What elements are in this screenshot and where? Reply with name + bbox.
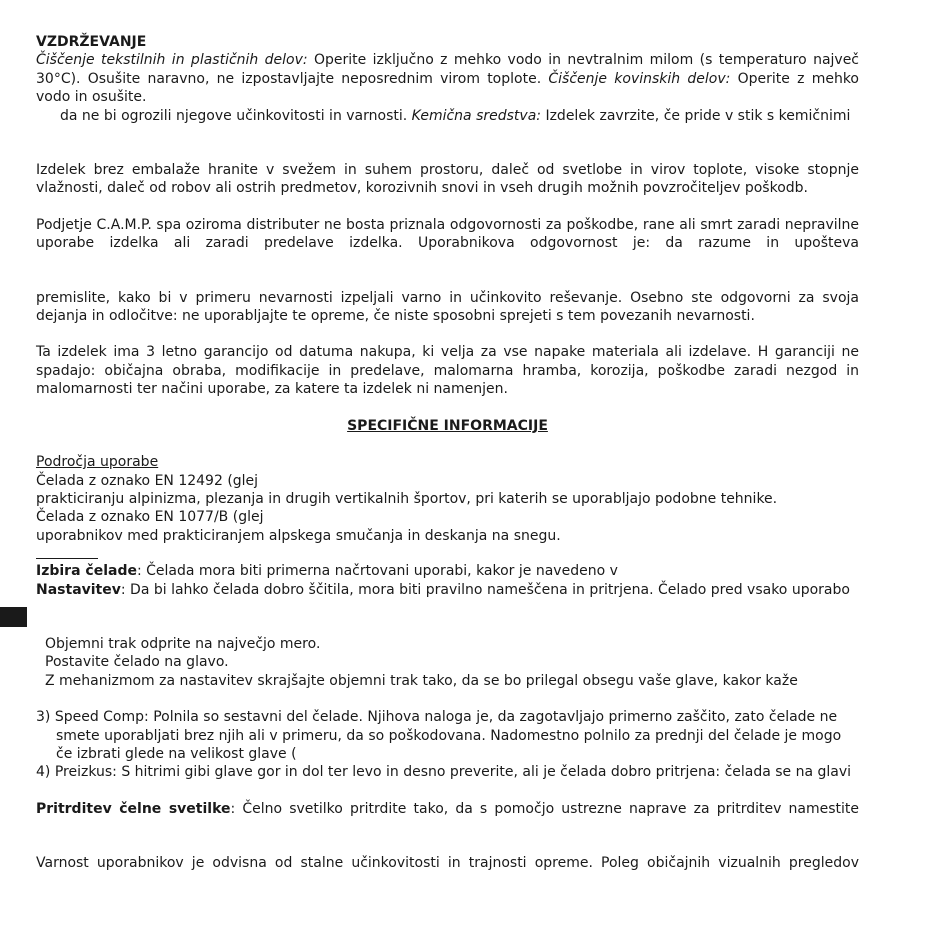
footnote-rule (36, 558, 98, 559)
safety-paragraph: Varnost uporabnikov je odvisna od stalne učinkovitosti in trajnosti opreme. Poleg običajnih vizualnih pregledov (36, 855, 859, 872)
storage-paragraph: Izdelek brez embalaže hranite v svežem in suhem prostoru, daleč od svetlobe in virov toplote, visoke stopnje vlažnosti, daleč od robov ali ostrih predmetov, korozivnih snovi in vseh drugih možnih povzročiteljev poškodb. (36, 162, 859, 197)
maintenance-paragraph: Čiščenje tekstilnih in plastičnih delov: Operite izključno z mehko vodo in nevtralnim milom (s temperaturo največ 30°C). Osušite naravno, ne izpostavljajte neposrednim virom toplote. Čiščenje kovinskih delov: Operite z mehko vodo in osušite. (36, 52, 860, 106)
adjustment-steps (36, 635, 859, 690)
metal-cleaning-label: Čiščenje kovinskih delov: (548, 70, 731, 87)
lamp-label: Pritrditev čelne svetilke (36, 800, 231, 817)
usage-heading: Področja uporabe (36, 454, 159, 471)
speed-comp-line-1: 3) Speed Comp: Polnila so sestavni del čelade. Njihova naloga je, da zagotavljajo primerno zaščito, zato čelade ne (36, 709, 838, 726)
textile-cleaning-label: Čiščenje tekstilnih in plastičnih delov: (36, 52, 308, 69)
chemicals-paragraph: da ne bi ogrozili njegove učinkovitosti in varnosti. Kemična sredstva: Izdelek zavrzite, če pride v stik s kemičnimi (60, 107, 851, 124)
liability-paragraph: Podjetje C.A.M.P. spa oziroma distributer ne bosta priznala odgovornosti za poškodbe, rane ali smrt zaradi nepravilne uporabe izdelka ali zaradi predelave izdelka. Uporabnikova odgovornost je: da razume in upošteva (36, 216, 859, 252)
warranty-paragraph: Ta izdelek ima 3 letno garancijo od datuma nakupa, ki velja za vse napake materiala ali izdelave. H garanciji ne spadajo: običajna obraba, modifikacije in predelave, malomarna hramba, korozija, poškodbe zaradi nezgod in malomarnosti ter načini uporabe, za katere ta izdelek ni namenjen. (36, 344, 859, 398)
step-item: Postavite čelado na glavo. (45, 654, 229, 671)
check-paragraph: 4) Preizkus: S hitrimi gibi glave gor in dol ter levo in desno preverite, ali je čelada dobro pritrjena: čelada se na glavi (36, 764, 852, 781)
usage-line-1: Čelada z oznako EN 12492 (glej (36, 472, 259, 489)
selection-label: Izbira čelade (36, 563, 137, 580)
margin-tab-marker (0, 607, 27, 627)
document-page (36, 33, 859, 873)
selection-paragraph: Izbira čelade: Čelada mora biti primerna načrtovani uporabi, kakor je navedeno v (36, 563, 618, 580)
responsibility-paragraph: premislite, kako bi v primeru nevarnosti izpeljali varno in učinkovito reševanje. Osebno ste odgovorni za svoja dejanja in odločitve: ne uporabljajte te opreme, če niste sposobni sprejeti s tem povezanih nevarnosti. (36, 289, 859, 325)
speed-comp-line-2: smete uporabljati brez njih ali v primeru, da so poškodovana. Nadomestno polnilo za prednji del čelade je mogo (56, 727, 842, 744)
usage-line-2: prakticiranju alpinizma, plezanja in drugih vertikalnih športov, pri katerih se uporabljajo podobne tehnike. (36, 490, 778, 507)
maintenance-heading: VZDRŽEVANJE (36, 34, 147, 50)
usage-line-3: Čelada z oznako EN 1077/B (glej (36, 509, 264, 526)
step-item: Z mehanizmom za nastavitev skrajšajte objemni trak tako, da se bo prilegal obsegu vaše glave, kakor kaže (45, 672, 798, 689)
adjustment-label: Nastavitev (36, 581, 121, 598)
chemicals-label: Kemična sredstva: (411, 107, 541, 124)
speed-comp-line-3: če izbrati glede na velikost glave ( (56, 745, 297, 762)
specific-info-heading: SPECIFIČNE INFORMACIJE (347, 417, 548, 434)
usage-line-4: uporabnikov med prakticiranjem alpskega smučanja in deskanja na snegu. (36, 527, 561, 544)
step-item: Objemni trak odprite na največjo mero. (45, 635, 321, 652)
adjustment-paragraph: Nastavitev: Da bi lahko čelada dobro ščitila, mora biti pravilno nameščena in pritrjena. Čelado pred vsako uporabo (36, 581, 850, 598)
lamp-paragraph: Pritrditev čelne svetilke: Čelno svetilko pritrdite tako, da s pomočjo ustrezne naprave za pritrditev namestite (36, 800, 860, 817)
